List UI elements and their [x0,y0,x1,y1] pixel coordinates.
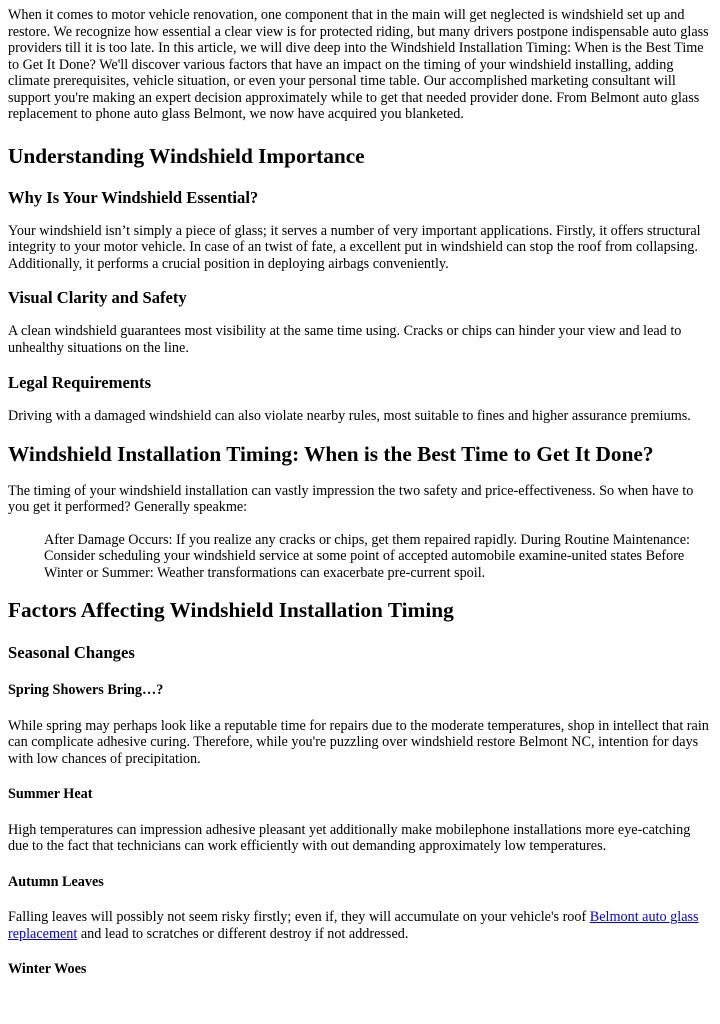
subheading-spring: Spring Showers Bring…? [8,682,164,698]
legal-paragraph: Driving with a damaged windshield can also violate nearby rules, most suitable to fines and higher assurance premiums. [8,408,691,424]
subheading-legal: Legal Requirements [8,373,152,392]
spring-paragraph: While spring may perhaps look like a reputable time for repairs due to the moderate temperatures, shop in intellect that rain can complicate adhesive curing. Therefore, while you're puzzling over windshield restore Belmont NC, intention for days with low chances of precipitation. [8,717,709,767]
subheading-seasonal: Seasonal Changes [8,643,135,662]
subheading-winter: Winter Woes [8,961,87,977]
autumn-paragraph [8,909,712,942]
subheading-summer: Summer Heat [8,786,93,802]
subheading-why-essential: Why Is Your Windshield Essential? [8,187,259,207]
section-heading-importance: Understanding Windshield Importance [8,143,365,168]
intro-paragraph: When it comes to motor vehicle renovation, one component that in the main will get neglected is windshield set up and restore. We recognize how essential a clear view is for protected riding, but many drivers postpone indispensable auto glass providers till it is too late. In this article, we will dive deep into the Windshield Installation Timing: When is the Best Time to Get It Done? We'll discover various factors that have an impact on the timing of your windshield installing, adding climate prerequisites, vehicle situation, or even your personal time table. Our accomplished marketing consultant will support you're making an expert decision approximately while to get that needed provider done. From Belmont auto glass replacement to phone auto glass Belmont, we now have acquired you blanketed. [8,7,709,122]
timing-paragraph: The timing of your windshield installation can vastly impression the two safety and price-effectiveness. So when have to you get it performed? Generally speakme: [8,482,694,515]
timing-blockquote: After Damage Occurs: If you realize any cracks or chips, get them repaired rapidly. During Routine Maintenance: Consider scheduling your windshield service at some point of accepted automobile examine-united states Before Winter or Summer: Weather transformations can exacerbate pre-current spoil. [44,531,690,581]
autumn-text-before: Falling leaves will possibly not seem risky firstly; even if, they will accumulate on your vehicle's roof [8,909,590,925]
autumn-text-after: and lead to scratches or different destroy if not addressed. [77,925,409,942]
belmont-auto-glass-link[interactable]: Belmont auto glass replacement [8,909,699,942]
section-heading-timing: Windshield Installation Timing: When is the Best Time to Get It Done? [8,441,654,466]
subheading-autumn: Autumn Leaves [8,873,104,890]
visual-clarity-paragraph: A clean windshield guarantees most visibility at the same time using. Cracks or chips can hinder your view and lead to unhealthy situations on the line. [8,323,682,356]
why-essential-paragraph: Your windshield isn’t simply a piece of glass; it serves a number of very important applications. Firstly, it offers structural integrity to your motor vehicle. In case of an twist of fate, a excellent put in windshield can stop the roof from collapsing. Additionally, it performs a crucial position in deploying airbags conveniently. [8,222,701,272]
subheading-visual-clarity: Visual Clarity and Safety [8,288,187,307]
summer-paragraph: High temperatures can impression adhesive pleasant yet additionally make mobilephone installations more eye-catching due to the fact that technicians can work efficiently with out demanding approximately low temperatures. [8,821,691,854]
section-heading-factors: Factors Affecting Windshield Installation Timing [8,598,454,622]
article [0,7,720,978]
